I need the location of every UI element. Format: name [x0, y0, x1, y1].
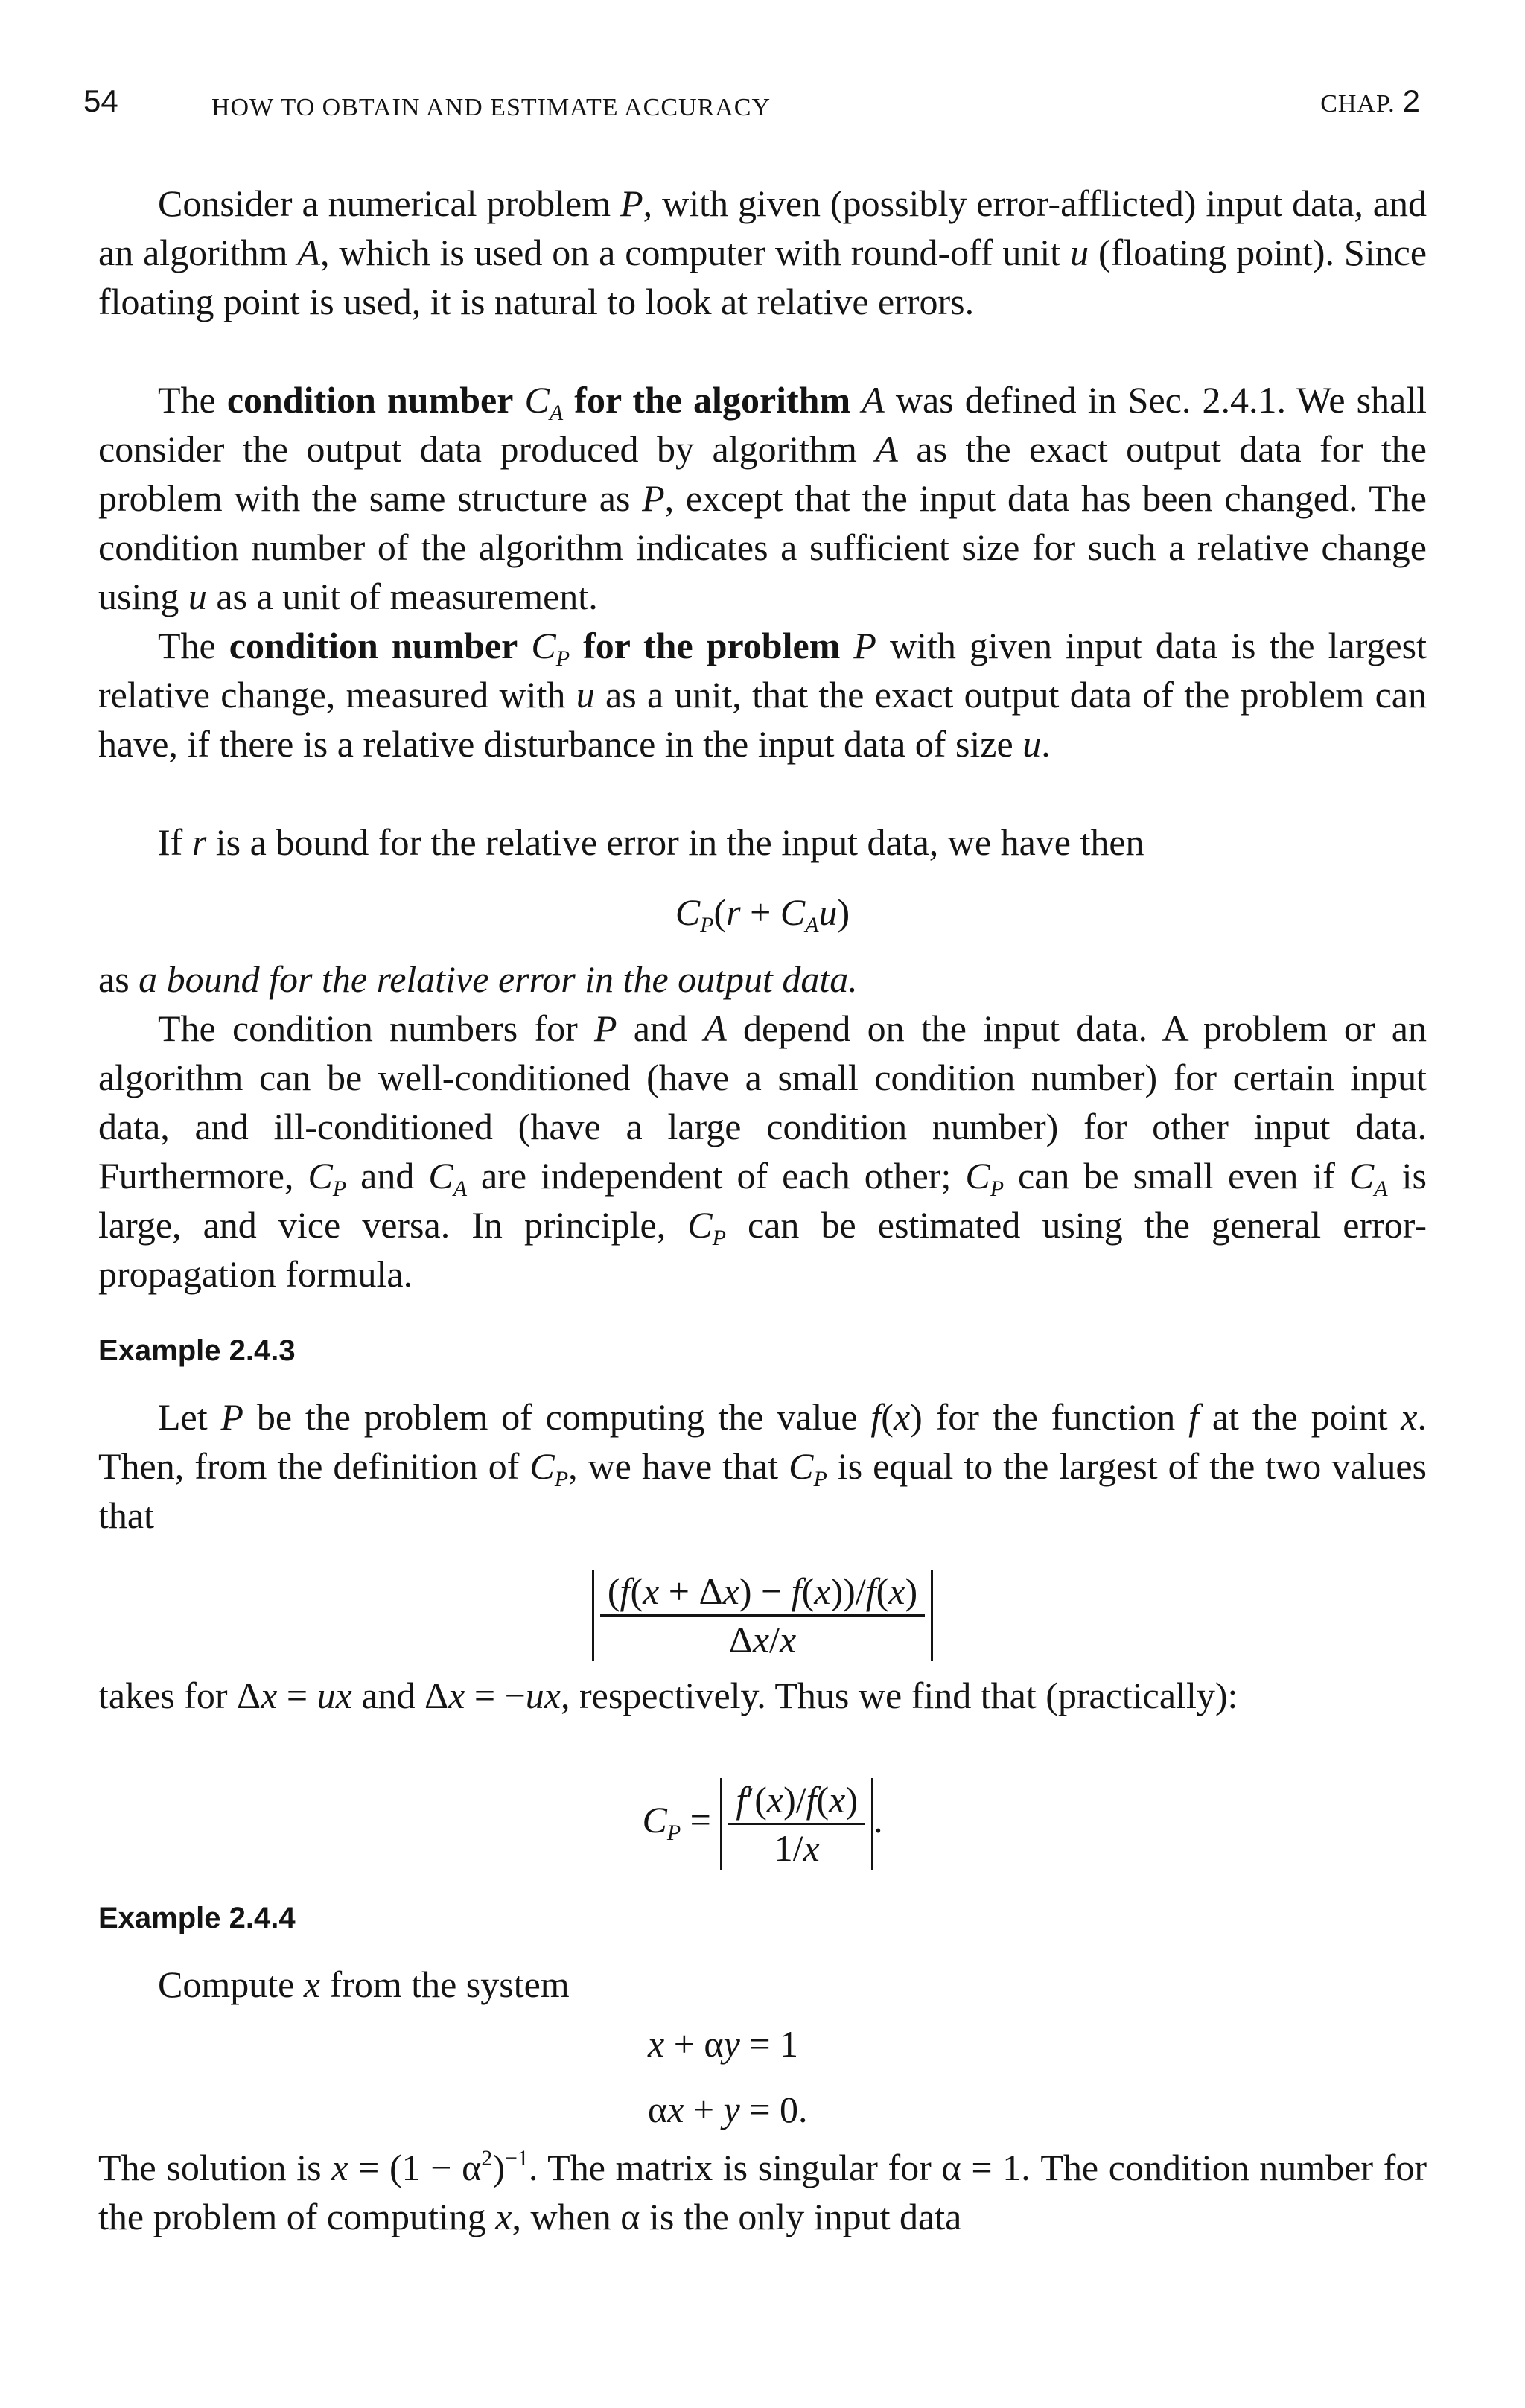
equation-system-line-2: αx + y = 0. [648, 2089, 808, 2130]
example-heading-2-4-3: Example 2.4.3 [98, 1334, 296, 1367]
chapter-number: 2 [1402, 83, 1421, 118]
example-2-4-4-solution: The solution is $x = (1 - \alpha^2)^{-1}$. The matrix is singular for α = 1. The condition number for the problem of computing x, when α is the only input data [98, 2146, 1427, 2237]
equation-cp: $C_P$ = $\frac{f'(x)/f(x)}{1/x}$ . [642, 1779, 883, 1869]
example-2-4-4-text: Compute x from the system [158, 1963, 570, 2005]
paragraph-5: as a bound for the relative error in the output data. [98, 958, 858, 1000]
paragraph-3: The condition number $C_P$ for the problem P with given input data is the largest relative change, measured with u as a unit, that the exact output data of the problem can have, if there is a relative disturbance in the input data of size u. [98, 625, 1427, 765]
example-2-4-3-text: Let P be the problem of computing the value f(x) for the function f at the point x. Then, from the definition of $C_P$, we have that $C_P$ is equal to the largest of the two values that [98, 1396, 1427, 1536]
paragraph-2: The condition number $C_A$ for the algorithm A was defined in Sec. 2.4.1. We shall consider the output data produced by algorithm A as the exact output data for the problem with the same structure as P, except that the input data has been changed. The condition number of the algorithm indicates a sufficient size for such a relative change using u as a unit of measurement. [98, 379, 1427, 617]
chapter-label: CHAP. 2 [1320, 83, 1421, 118]
paragraph-4: If r is a bound for the relative error in the input data, we have then [158, 821, 1144, 863]
equation-system-line-1: x + αy = 1 [648, 2023, 799, 2065]
paragraph-6: The condition numbers for P and A depend on the input data. A problem or an algorithm can be well-conditioned (have a small condition number) for certain input data, and ill-conditioned (have a large condition number) for other input data. Furthermore, $C_P$ and $C_A$ are independent of each other; $C_P$ can be small even if $C_A$ is large, and vice versa. In principle, $C_P$ can be estimated using the general error-propagation formula. [98, 1007, 1427, 1295]
page-number: 54 [83, 83, 118, 118]
running-title: HOW TO OBTAIN AND ESTIMATE ACCURACY [211, 94, 771, 121]
example-2-4-3-continued: takes for Δx = ux and Δx = −ux, respectively. Thus we find that (practically): [98, 1675, 1238, 1716]
page-header [83, 83, 1421, 131]
example-heading-2-4-4: Example 2.4.4 [98, 1902, 296, 1934]
paragraph-1: Consider a numerical problem P, with given (possibly error-afflicted) input data, and an algorithm A, which is used on a computer with round-off unit u (floating point). Since floating point is used, it is natural to look at relative errors. [98, 182, 1427, 322]
equation-bound: $C_P(r + C_Au)$ [675, 891, 850, 937]
equation-relative-change: $\frac{(f(x + \Delta x) - f(x))/f(x)}{\Delta x/x}$ [0, 1570, 1525, 1661]
